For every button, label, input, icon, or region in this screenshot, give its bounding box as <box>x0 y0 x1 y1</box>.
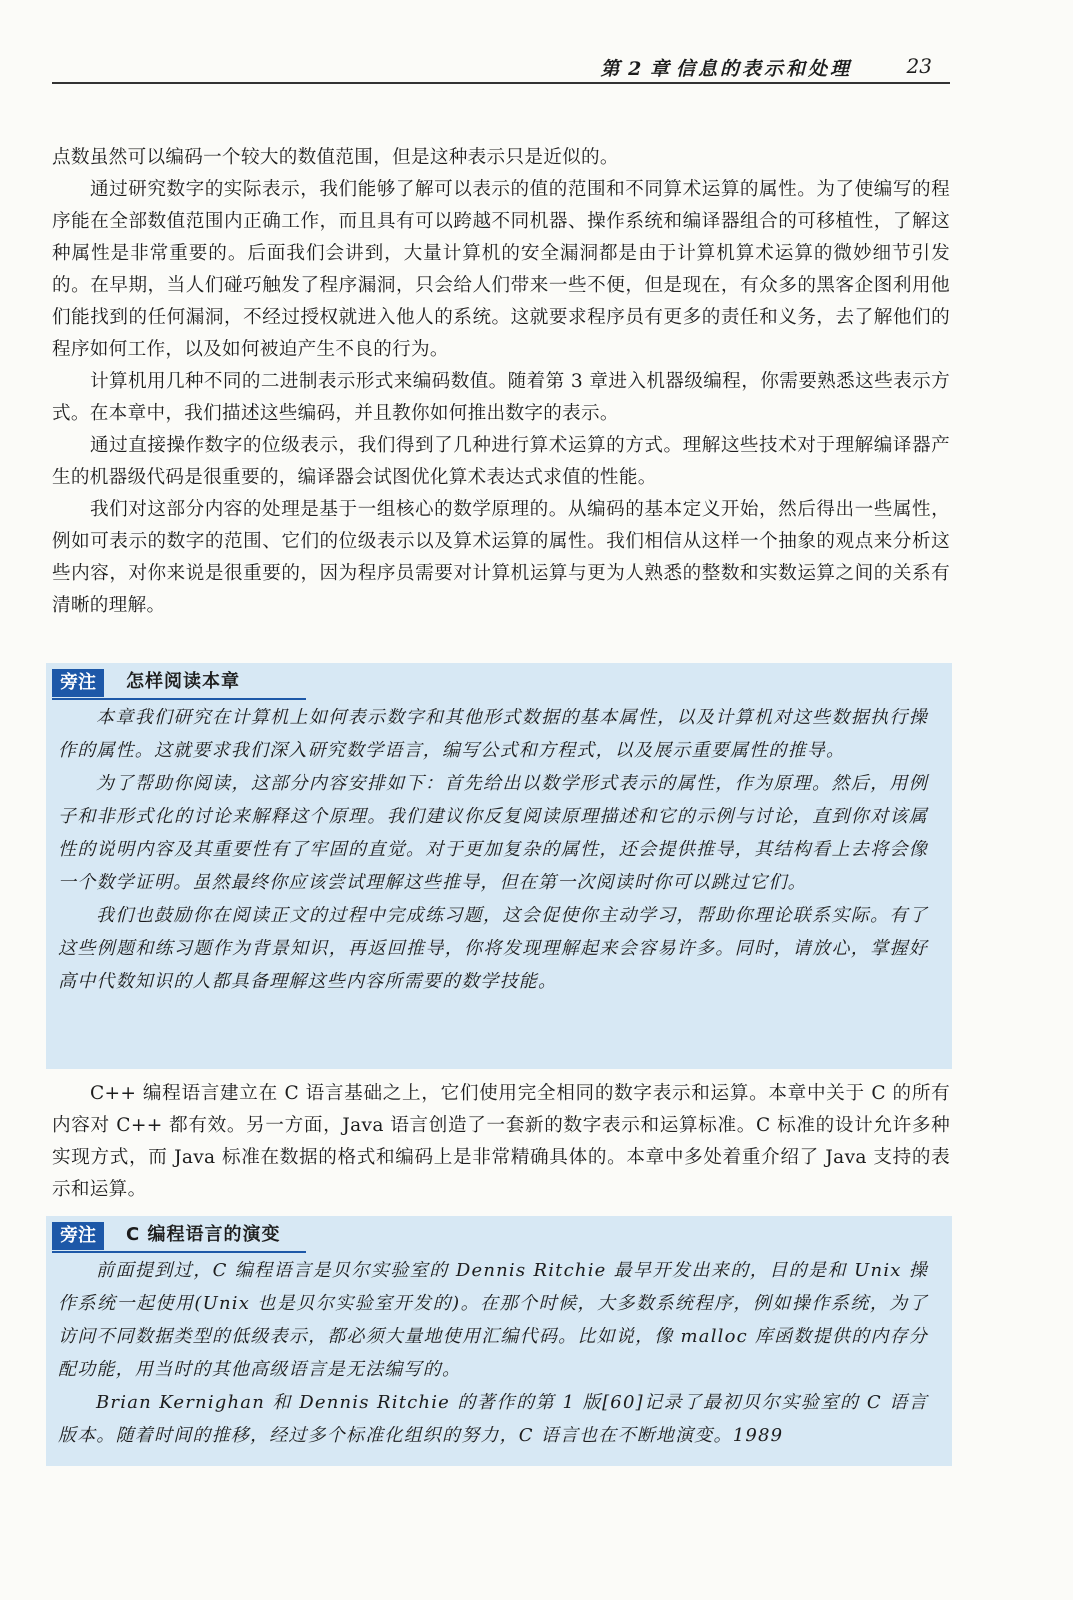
page-number: 23 <box>906 54 932 78</box>
paragraph: 通过直接操作数字的位级表示，我们得到了几种进行算术运算的方式。理解这些技术对于理解编译器产生的机器级代码是很重要的，编译器会试图优化算术表达式求值的性能。 <box>52 435 950 488</box>
aside-body <box>46 699 952 1008</box>
aside-rule <box>52 1251 306 1253</box>
aside-paragraph: 为了帮助你阅读，这部分内容安排如下：首先给出以数学形式表示的属性，作为原理。然后，用例子和非形式化的讨论来解释这个原理。我们建议你反复阅读原理描述和它的示例与讨论，直到你对该属性的说明内容及其重要性有了牢固的直觉。对于更加复杂的属性，还会提供推导，其结构看上去将会像一个数学证明。虽然最终你应该尝试理解这些推导，但在第一次阅读时你可以跳过它们。 <box>58 773 928 893</box>
aside-paragraph: Brian Kernighan 和 Dennis Ritchie 的著作的第 1 版[60]记录了最初贝尔实验室的 C 语言版本。随着时间的推移，经过多个标准化组织的努力，C 语言也在不断地演变。1989 <box>58 1392 928 1446</box>
aside-body <box>46 1252 952 1462</box>
paragraph: C++ 编程语言建立在 C 语言基础之上，它们使用完全相同的数字表示和运算。本章中关于 C 的所有内容对 C++ 都有效。另一方面，Java 语言创造了一套新的数字表示和运算标准。C 标准的设计允许多种实现方式，而 Java 标准在数据的格式和编码上是非常精确具体的。本章中多处着重介绍了 Java 支持的表示和运算。 <box>52 1083 950 1200</box>
aside-header <box>46 663 952 699</box>
aside-title: C 编程语言的演变 <box>126 1224 281 1245</box>
running-header <box>52 52 950 84</box>
paragraph: 计算机用几种不同的二进制表示形式来编码数值。随着第 3 章进入机器级编程，你需要熟悉这些表示方式。在本章中，我们描述这些编码，并且教你如何推出数字的表示。 <box>52 371 950 424</box>
paragraph: 点数虽然可以编码一个较大的数值范围，但是这种表示只是近似的。 <box>52 147 619 168</box>
aside-header <box>46 1216 952 1252</box>
paragraph: 通过研究数字的实际表示，我们能够了解可以表示的值的范围和不同算术运算的属性。为了使编写的程序能在全部数值范围内正确工作，而且具有可以跨越不同机器、操作系统和编译器组合的可移植性，了解这种属性是非常重要的。后面我们会讲到，大量计算机的安全漏洞都是由于计算机算术运算的微妙细节引发的。在早期，当人们碰巧触发了程序漏洞，只会给人们带来一些不便，但是现在，有众多的黑客企图利用他们能找到的任何漏洞，不经过授权就进入他人的系统。这就要求程序员有更多的责任和义务，去了解他们的程序如何工作，以及如何被迫产生不良的行为。 <box>52 179 950 360</box>
intro-section <box>52 142 950 622</box>
aside-paragraph: 前面提到过，C 编程语言是贝尔实验室的 Dennis Ritchie 最早开发出来的，目的是和 Unix 操作系统一起使用(Unix 也是贝尔实验室开发的)。在那个时候，大多数系统程序，例如操作系统，为了访问不同数据类型的低级表示，都必须大量地使用汇编代码。比如说，像 malloc 库函数提供的内存分配功能，用当时的其他高级语言是无法编写的。 <box>58 1260 928 1380</box>
aside-title: 怎样阅读本章 <box>126 671 240 692</box>
aside-paragraph: 我们也鼓励你在阅读正文的过程中完成练习题，这会促使你主动学习，帮助你理论联系实际。有了这些例题和练习题作为背景知识，再返回推导，你将发现理解起来会容易许多。同时，请放心，掌握好高中代数知识的人都具备理解这些内容所需要的数学技能。 <box>58 905 928 992</box>
aside-how-to-read <box>46 663 952 1069</box>
aside-badge: 旁注 <box>52 1222 104 1250</box>
aside-c-evolution <box>46 1216 952 1466</box>
aside-rule <box>52 698 306 700</box>
cpp-java-section <box>52 1078 950 1206</box>
chapter-title: 信息的表示和处理 <box>675 58 852 80</box>
paragraph: 我们对这部分内容的处理是基于一组核心的数学原理的。从编码的基本定义开始，然后得出一些属性，例如可表示的数字的范围、它们的位级表示以及算术运算的属性。我们相信从这样一个抽象的观点来分析这些内容，对你来说是很重要的，因为程序员需要对计算机运算与更为人熟悉的整数和实数运算之间的关系有清晰的理解。 <box>52 499 950 616</box>
aside-badge: 旁注 <box>52 669 104 697</box>
aside-paragraph: 本章我们研究在计算机上如何表示数字和其他形式数据的基本属性，以及计算机对这些数据执行操作的属性。这就要求我们深入研究数学语言，编写公式和方程式，以及展示重要属性的推导。 <box>58 707 928 761</box>
chapter-label: 第 2 章 <box>600 58 670 80</box>
